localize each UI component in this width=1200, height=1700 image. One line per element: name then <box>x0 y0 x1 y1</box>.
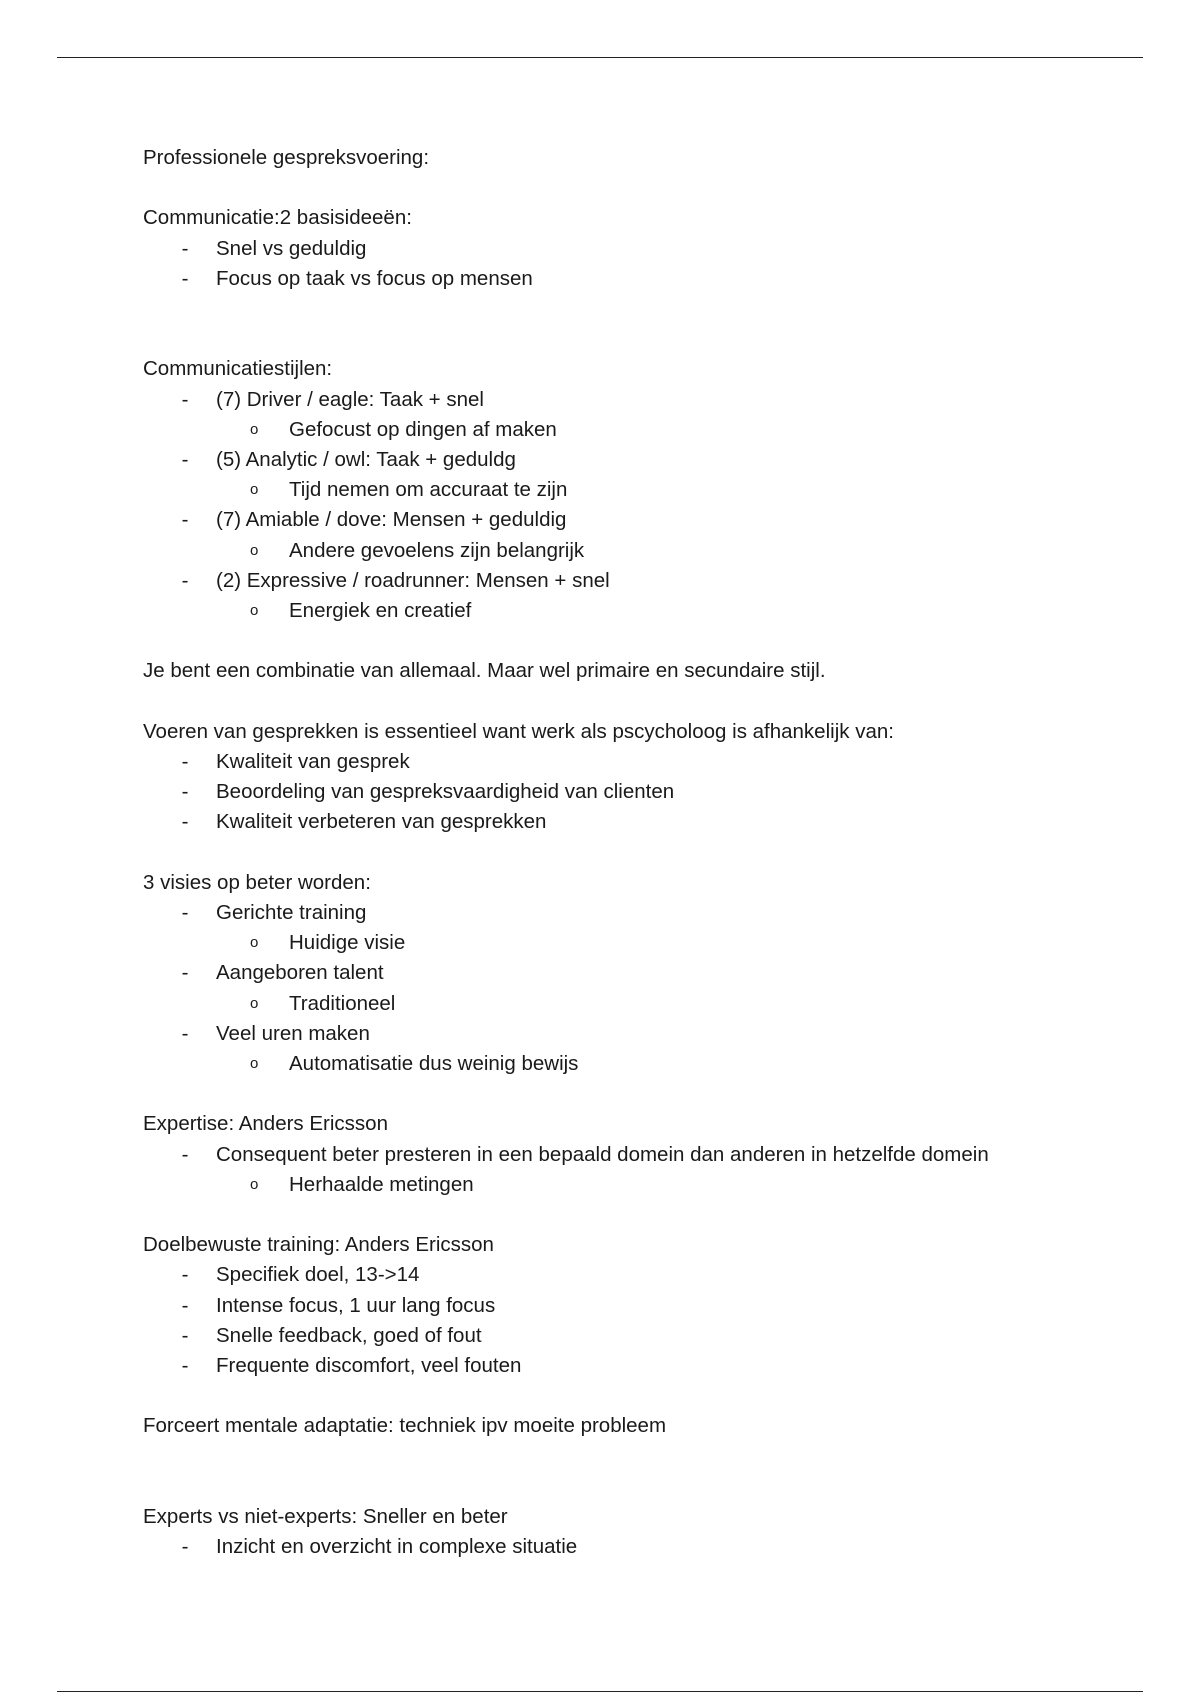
document-title: Professionele gespreksvoering: <box>143 146 430 169</box>
header-rule <box>57 57 1143 58</box>
list-item: - (7) Amiable / dove: Mensen + geduldig o Andere gevoelens zijn belangrijk <box>143 505 1083 565</box>
section-heading-visies: 3 visies op beter worden: <box>143 870 371 894</box>
list-item: - (7) Driver / eagle: Taak + snel o Gefocust op dingen af maken <box>143 385 1083 445</box>
sub-list-item: o Herhaalde metingen <box>250 1172 474 1196</box>
list-item: - Inzicht en overzicht in complexe situatie <box>181 1535 578 1559</box>
experts-list <box>143 1532 1083 1562</box>
list-item: - Consequent beter presteren in een bepaald domein dan anderen in hetzelfde domein o Herhaalde metingen <box>143 1140 1083 1200</box>
list-item: - (2) Expressive / roadrunner: Mensen + snel o Energiek en creatief <box>143 566 1083 626</box>
paragraph-combinatie: Je bent een combinatie van allemaal. Maar wel primaire en secundaire stijl. <box>143 659 826 683</box>
sub-list-item: o Automatisatie dus weinig bewijs <box>250 1052 579 1076</box>
list-item: - Snel vs geduldig <box>181 236 367 260</box>
sub-list-item: o Huidige visie <box>250 931 406 955</box>
sub-list-item: o Energiek en creatief <box>250 599 472 623</box>
doelbewust-list <box>143 1260 1083 1381</box>
basis-list <box>143 234 1083 294</box>
footer-rule <box>57 1691 1143 1692</box>
sub-list-item: o Gefocust op dingen af maken <box>250 417 557 441</box>
list-item: - Snelle feedback, goed of fout <box>181 1323 482 1347</box>
visies-list <box>143 898 1083 1079</box>
list-item: - Aangeboren talent o Traditioneel <box>143 958 1083 1018</box>
section-heading-expertise: Expertise: Anders Ericsson <box>143 1112 388 1136</box>
list-item: - Veel uren maken o Automatisatie dus weinig bewijs <box>143 1019 1083 1079</box>
sub-list-item: o Andere gevoelens zijn belangrijk <box>250 538 585 562</box>
paragraph-forceert: Forceert mentale adaptatie: techniek ipv moeite probleem <box>143 1414 667 1438</box>
section-heading-doelbewust: Doelbewuste training: Anders Ericsson <box>143 1233 494 1257</box>
list-item: - Kwaliteit van gesprek <box>181 750 410 773</box>
voeren-list <box>143 747 1083 838</box>
list-item: - Specifiek doel, 13->14 <box>181 1263 420 1287</box>
section-heading-basis: Communicatie:2 basisideeën: <box>143 206 412 230</box>
list-item: - Gerichte training o Huidige visie <box>143 898 1083 958</box>
list-item: - (5) Analytic / owl: Taak + geduldg o Tijd nemen om accuraat te zijn <box>143 445 1083 505</box>
list-item: - Intense focus, 1 uur lang focus <box>181 1293 496 1317</box>
list-item: - Beoordeling van gespreksvaardigheid van clienten <box>181 780 675 804</box>
section-heading-stijlen: Communicatiestijlen: <box>143 357 333 381</box>
sub-list-item: o Tijd nemen om accuraat te zijn <box>250 478 568 502</box>
document-body <box>143 143 1083 1562</box>
sub-list-item: o Traditioneel <box>250 991 396 1015</box>
section-heading-voeren: Voeren van gesprekken is essentieel want werk als pscycholoog is afhankelijk van: <box>143 719 894 743</box>
list-item: - Kwaliteit verbeteren van gesprekken <box>181 810 547 834</box>
list-item: - Frequente discomfort, veel fouten <box>181 1354 522 1378</box>
expertise-list <box>143 1140 1083 1200</box>
list-item: - Focus op taak vs focus op mensen <box>181 266 533 290</box>
stijlen-list <box>143 385 1083 627</box>
section-heading-experts: Experts vs niet-experts: Sneller en beter <box>143 1505 508 1528</box>
